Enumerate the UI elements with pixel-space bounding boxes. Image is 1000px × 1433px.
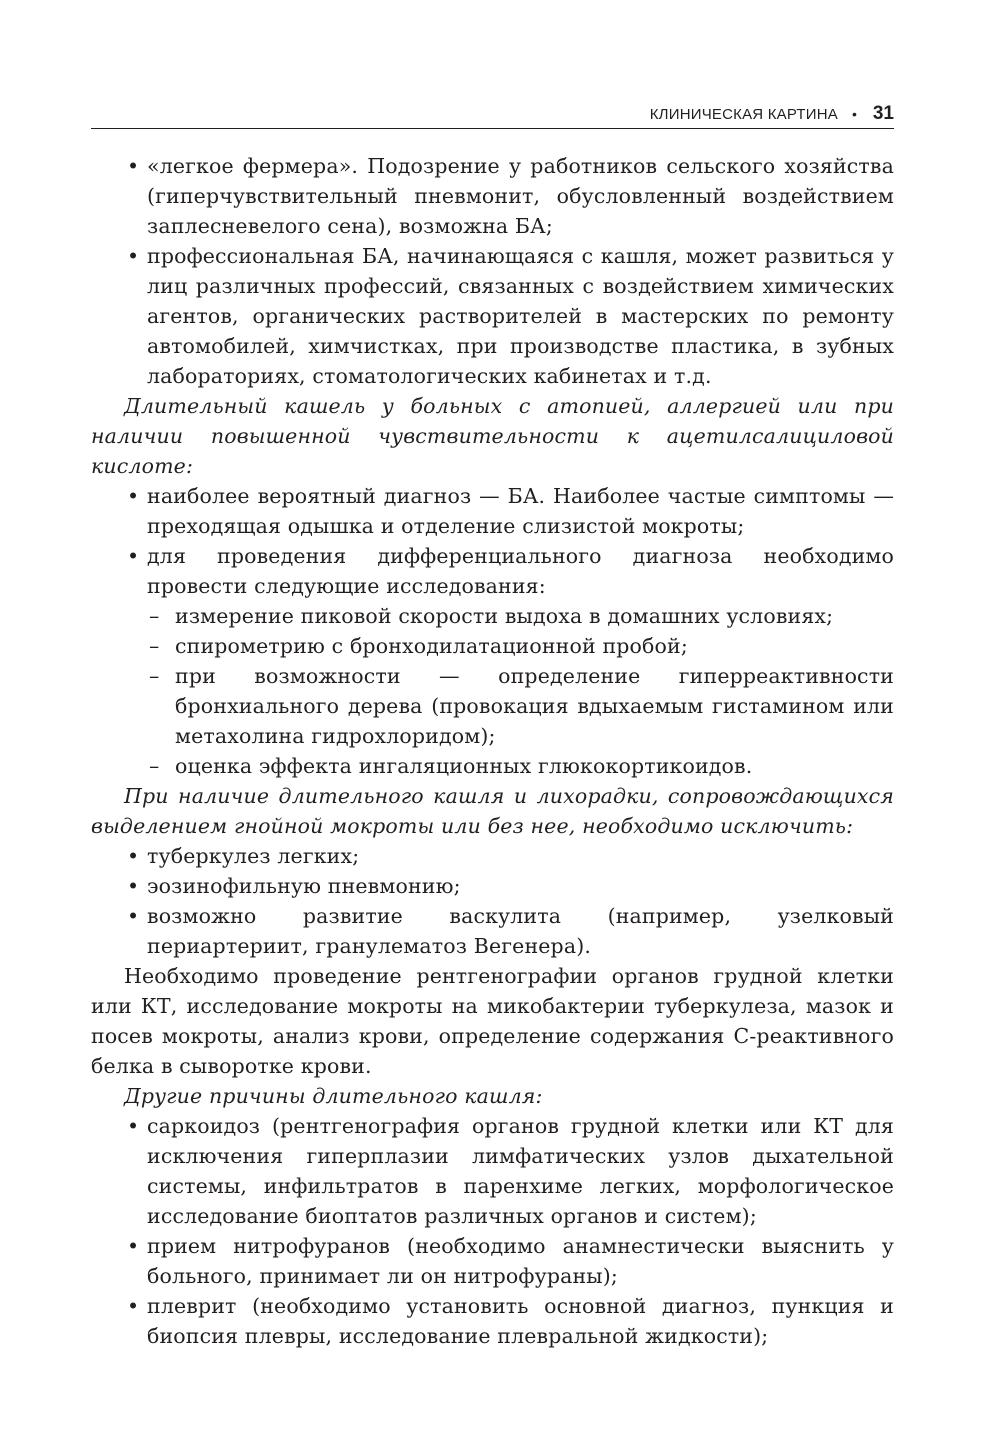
sublist-item-text: измерение пиковой скорости выдоха в домашних условиях;: [175, 604, 834, 628]
dash-marker: –: [149, 604, 160, 628]
list-item-text: плеврит (необходимо установить основной диагноз, пункция и биопсия плевры, исследование плевральной жидкости);: [147, 1294, 894, 1348]
header-separator-dot: •: [851, 106, 857, 122]
list-item-text: возможно развитие васкулита (например, узелковый периартериит, гранулематоз Вегенера).: [147, 904, 894, 958]
list-item: [91, 1111, 894, 1231]
sublist-item: [91, 601, 894, 631]
header-title: КЛИНИЧЕСКАЯ КАРТИНА: [649, 105, 838, 123]
list-item-text: наиболее вероятный диагноз — БА. Наиболее частые симптомы — преходящая одышка и отделение слизистой мокроты;: [147, 484, 894, 538]
bullet-marker: •: [127, 1234, 140, 1258]
bullet-marker: •: [127, 844, 140, 868]
list-item-text: саркоидоз (рентгенография органов грудной клетки или КТ для исключения гиперплазии лимфатических узлов дыхательной системы, инфильтратов в паренхиме легких, морфологическое исследование биоптатов различных органов и систем);: [147, 1114, 894, 1228]
running-header: [91, 100, 894, 129]
sublist-item-text: спирометрию с бронходилатационной пробой;: [175, 634, 688, 658]
list-item: [91, 871, 894, 901]
list-item: [91, 841, 894, 871]
sublist-item: [91, 751, 894, 781]
bullet-marker: •: [127, 904, 140, 928]
list-item-text: «легкое фермера». Подозрение у работников сельского хозяйства (гиперчувствительный пневмонит, обусловленный воздействием заплесневелого сена), возможна БА;: [147, 154, 894, 238]
dash-marker: –: [149, 754, 160, 778]
dash-marker: –: [149, 664, 160, 688]
italic-subheading-atopy: Длительный кашель у больных с атопией, аллергией или при наличии повышенной чувствительности к ацетилсалициловой кислоте:: [91, 394, 894, 478]
list-item: [91, 1291, 894, 1351]
page-number: 31: [872, 103, 894, 124]
italic-subheading-other-causes: Другие причины длительного кашля:: [124, 1084, 543, 1108]
bullet-marker: •: [127, 544, 140, 568]
sublist-item-text: при возможности — определение гиперреактивности бронхиального дерева (провокация вдыхаемым гистамином или метахолина гидрохлоридом);: [175, 664, 894, 748]
main-text: [91, 151, 894, 1351]
bullet-marker: •: [127, 874, 140, 898]
list-item: [91, 541, 894, 601]
list-item-text: прием нитрофуранов (необходимо анамнестически выяснить у больного, принимает ли он нитрофураны);: [147, 1234, 894, 1288]
list-item: [91, 481, 894, 541]
body-paragraph: Необходимо проведение рентгенографии органов грудной клетки или КТ, исследование мокроты на микобактерии туберкулеза, мазок и посев мокроты, анализ крови, определение содержания С-реактивного белка в сыворотке крови.: [91, 964, 894, 1078]
list-item: [91, 241, 894, 391]
bullet-marker: •: [127, 1114, 140, 1138]
list-item-text: туберкулез легких;: [147, 844, 360, 868]
bullet-marker: •: [127, 484, 140, 508]
dash-marker: –: [149, 634, 160, 658]
list-item-text: для проведения дифференциального диагноза необходимо провести следующие исследования:: [147, 544, 894, 598]
bullet-marker: •: [127, 244, 140, 268]
bullet-marker: •: [127, 1294, 140, 1318]
italic-subheading-fever: При наличие длительного кашля и лихорадки, сопровождающихся выделением гнойной мокроты или без нее, необходимо исключить:: [91, 784, 894, 838]
list-item-text: профессиональная БА, начинающаяся с кашля, может развиться у лиц различных профессий, связанных с воздействием химических агентов, органических растворителей в мастерских по ремонту автомобилей, химчистках, при производстве пластика, в зубных лабораториях, стоматологических кабинетах и т.д.: [147, 244, 894, 388]
sublist-item: [91, 631, 894, 661]
list-item: [91, 901, 894, 961]
sublist-item-text: оценка эффекта ингаляционных глюкокортикоидов.: [175, 754, 753, 778]
list-item: [91, 1231, 894, 1291]
sublist-item: [91, 661, 894, 751]
bullet-marker: •: [127, 154, 140, 178]
list-item: [91, 151, 894, 241]
list-item-text: эозинофильную пневмонию;: [147, 874, 461, 898]
